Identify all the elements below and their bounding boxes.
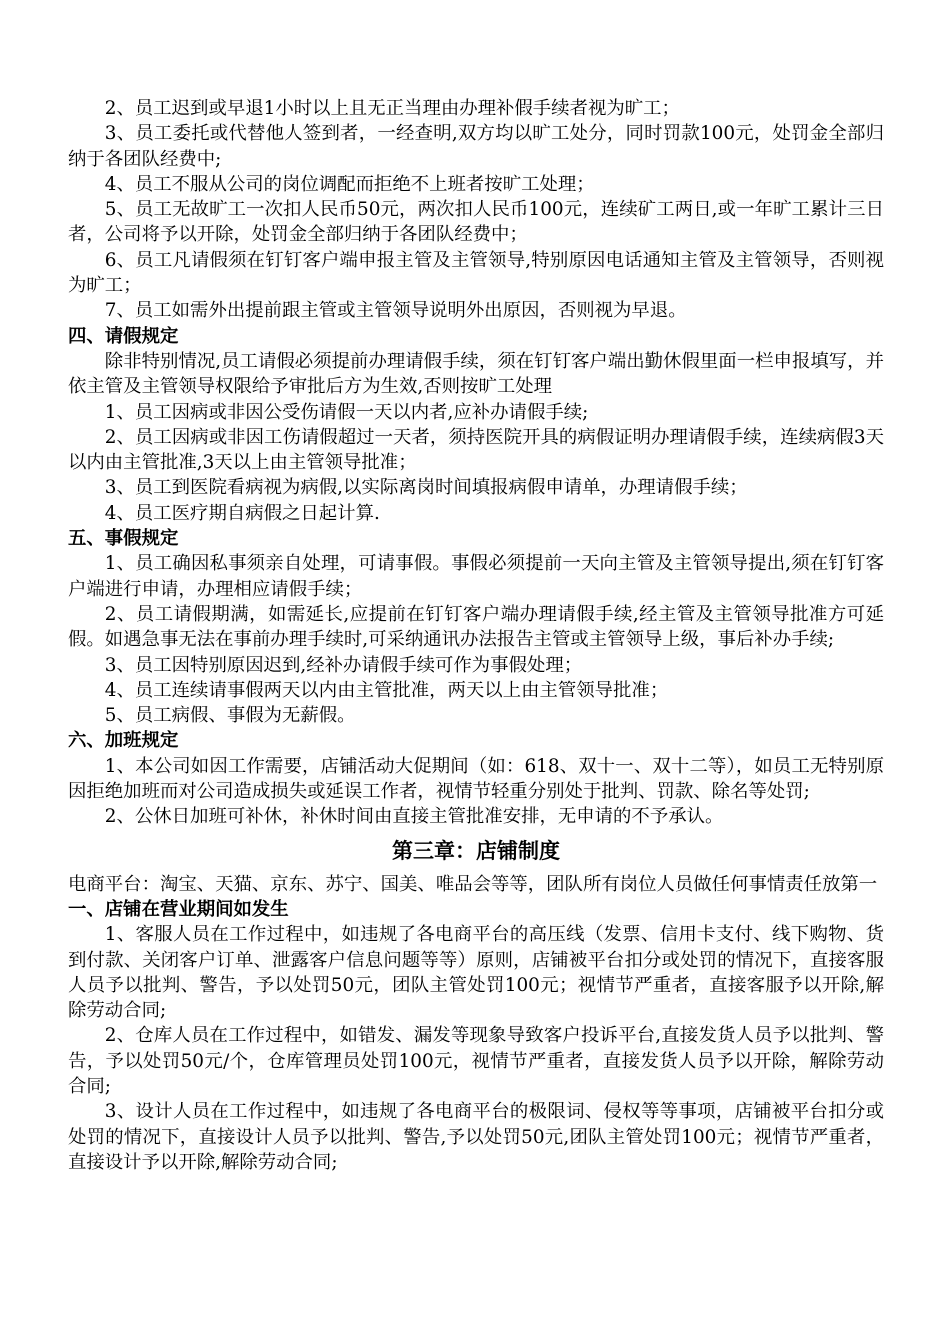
chapter-intro: 电商平台：淘宝、天猫、京东、苏宁、国美、唯品会等等，团队所有岗位人员做任何事情责任放第一	[68, 873, 878, 895]
rule-item: 6、员工凡请假须在钉钉客户端申报主管及主管领导,特别原因电话通知主管及主管领导，否则视为旷工；	[68, 249, 884, 297]
rule-item: 1、员工因病或非因公受伤请假一天以内者,应补办请假手续;	[104, 401, 589, 423]
section-heading-overtime: 六、加班规定	[68, 730, 179, 752]
rule-item: 4、员工医疗期自病假之日起计算.	[104, 502, 380, 524]
rule-item: 5、员工无故旷工一次扣人民币50元，两次扣人民币100元，连续矿工两日,或一年旷工累计三日者，公司将予以开除，处罚金全部归纳于各团队经费中；	[68, 199, 884, 246]
rule-item: 2、公休日加班可补休，补休时间由直接主管批准安排，无申请的不予承认。	[104, 806, 724, 828]
rule-item: 2、员工迟到或早退1小时以上且无正当理由办理补假手续者视为旷工；	[104, 98, 680, 119]
rule-item: 1、员工确因私事须亲自处理，可请事假。事假必须提前一天向主管及主管领导提出,须在钉钉客户端进行申请，办理相应请假手续；	[68, 553, 884, 600]
section-heading-personal-leave: 五、事假规定	[68, 528, 179, 550]
chapter-title: 第三章：店铺制度	[392, 837, 560, 863]
rule-item: 5、员工病假、事假为无薪假。	[104, 705, 356, 727]
rule-item: 4、员工不服从公司的岗位调配而拒绝不上班者按旷工处理；	[104, 173, 595, 195]
rule-item: 3、员工因特别原因迟到,经补办请假手续可作为事假处理；	[104, 654, 583, 676]
rule-item: 1、客服人员在工作过程中，如违规了各电商平台的高压线（发票、信用卡支付、线下购物、货到付款、关闭客户订单、泄露客户信息问题等等）原则，店铺被平台扣分或处罚的情况下，直接客服人员予以批判、警告，予以处罚50元，团队主管处罚100元；视情节严重者，直接客服予以开除,解除劳动合同;	[68, 924, 884, 1022]
rule-item: 2、员工因病或非因工伤请假超过一天者，须持医院开具的病假证明办理请假手续，连续病假3天以内由主管批准,3天以上由主管领导批准；	[68, 426, 884, 474]
rule-item: 3、设计人员在工作过程中，如违规了各电商平台的极限词、侵权等等事项，店铺被平台扣分或处罚的情况下，直接设计人员予以批判、警告,予以处罚50元,团队主管处罚100元；视情节严重者，直接设计予以开除,解除劳动合同;	[68, 1101, 884, 1173]
rule-item: 3、员工到医院看病视为病假,以实际离岗时间填报病假申请单，办理请假手续；	[104, 477, 748, 499]
rule-item: 1、本公司如因工作需要，店铺活动大促期间（如：618、双十一、双十二等），如员工无特别原因拒绝加班而对公司造成损失或延误工作者，视情节轻重分别处于批判、罚款、除名等处罚;	[68, 755, 884, 803]
rule-item: 4、员工连续请事假两天以内由主管批准，两天以上由主管领导批准；	[104, 679, 669, 701]
section-heading-leave: 四、请假规定	[68, 325, 179, 347]
section-intro: 除非特别情况,员工请假必须提前办理请假手续，须在钉钉客户端出勤休假里面一栏申报填写，并依主管及主管领导权限给予审批后方为生效,否则按旷工处理	[68, 350, 884, 398]
rule-item: 7、员工如需外出提前跟主管或主管领导说明外出原因，否则视为早退。	[104, 300, 687, 322]
rule-item: 2、员工请假期满，如需延长,应提前在钉钉客户端办理请假手续,经主管及主管领导批准方可延假。如遇急事无法在事前办理手续时,可采纳通讯办法报告主管或主管领导上级，事后补办手续;	[68, 603, 884, 651]
section-heading-store: 一、店铺在营业期间如发生	[68, 898, 289, 920]
rule-item: 2、仓库人员在工作过程中，如错发、漏发等现象导致客户投诉平台,直接发货人员予以批判、警告，予以处罚50元/个，仓库管理员处罚100元，视情节严重者，直接发货人员予以开除，解除劳动合同;	[68, 1025, 884, 1097]
rule-item: 3、员工委托或代替他人签到者，一经查明,双方均以旷工处分，同时罚款100元，处罚金全部归纳于各团队经费中;	[68, 123, 884, 170]
